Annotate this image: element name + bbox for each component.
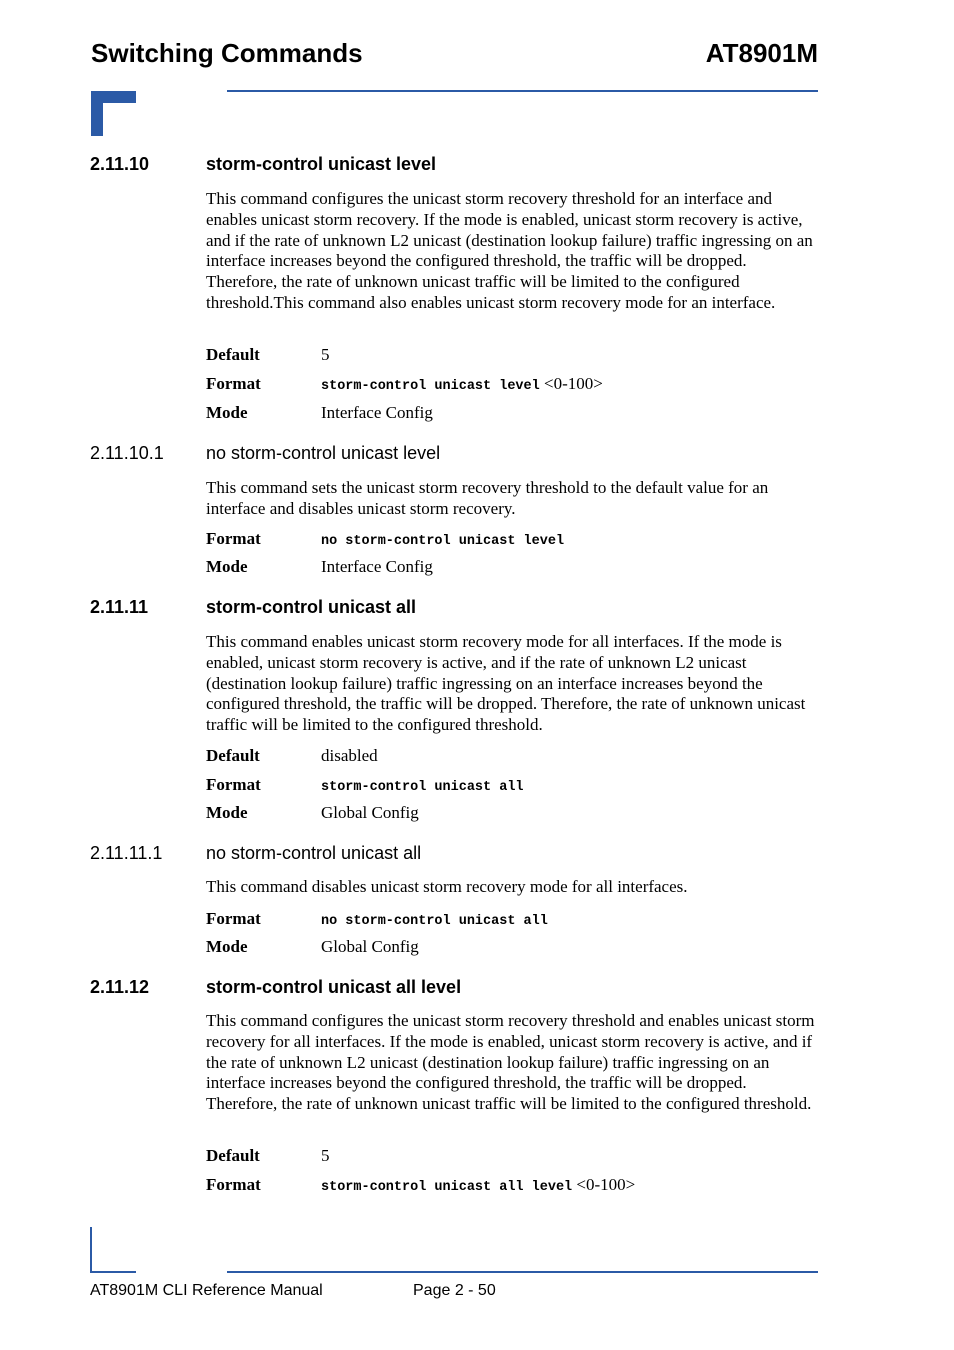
subsection-number: 2.11.10.1 xyxy=(90,443,164,463)
mode-row xyxy=(206,802,818,824)
mode-row xyxy=(206,402,818,424)
mode-label: Mode xyxy=(206,803,248,822)
default-value: 5 xyxy=(321,345,330,364)
format-row xyxy=(206,908,818,933)
format-row xyxy=(206,1174,818,1199)
format-command: storm-control unicast level xyxy=(321,379,540,394)
subsection-number: 2.11.11.1 xyxy=(90,843,163,863)
section-heading xyxy=(90,976,461,998)
format-label: Format xyxy=(206,1175,261,1194)
format-argument: <0-100> xyxy=(576,1175,636,1194)
section-title: storm-control unicast level xyxy=(206,154,437,174)
page-header-title: Switching Commands xyxy=(91,38,363,68)
default-row xyxy=(206,344,818,366)
footer-manual-title: AT8901M CLI Reference Manual xyxy=(90,1282,323,1299)
default-value: disabled xyxy=(321,746,378,765)
mode-value: Global Config xyxy=(321,803,419,822)
format-command: storm-control unicast all level xyxy=(321,1180,573,1195)
format-argument: <0-100> xyxy=(544,374,603,393)
footer-rule xyxy=(227,1271,818,1273)
section-body: This command configures the unicast storm recovery threshold and enables unicast storm recovery for all interfaces. If the mode is enabled, unicast storm recovery is active, and if the rate of unknown L2 unicast (destination lookup failure) traffic ingressing on an interface increases beyond the configured threshold, the traffic will be dropped. Therefore, the rate of unknown unicast traffic will be limited to the configured threshold. xyxy=(206,1011,815,1114)
mode-value: Global Config xyxy=(321,937,419,956)
default-row xyxy=(206,1145,818,1167)
subsection-heading xyxy=(90,442,440,464)
subsection-body: This command sets the unicast storm recovery threshold to the default value for an interface and disables unicast storm recovery. xyxy=(206,478,769,518)
mode-label: Mode xyxy=(206,557,248,576)
default-label: Default xyxy=(206,345,260,364)
subsection-body: This command disables unicast storm recovery mode for all interfaces. xyxy=(206,877,688,896)
mode-row xyxy=(206,936,818,958)
format-label: Format xyxy=(206,775,261,794)
subsection-title: no storm-control unicast all xyxy=(206,843,422,863)
format-row xyxy=(206,774,818,799)
section-body: This command configures the unicast storm recovery threshold for an interface and enables unicast storm recovery. If the mode is enabled, unicast storm recovery is active, and if the rate of unknown L2 unicast (destination lookup failure) traffic ingressing on an interface increases beyond the configured threshold, the traffic will be dropped. Therefore, the rate of unknown unicast traffic will be limited to the configured threshold.This command also enables unicast storm recovery mode for an interface. xyxy=(206,189,813,312)
corner-mark-top-vertical xyxy=(91,91,103,136)
default-label: Default xyxy=(206,1146,260,1165)
page-header-product: AT8901M xyxy=(705,38,818,68)
header-rule xyxy=(227,90,818,92)
mode-value: Interface Config xyxy=(321,557,433,576)
mode-label: Mode xyxy=(206,403,248,422)
format-command: storm-control unicast all xyxy=(321,780,524,795)
section-heading xyxy=(90,596,416,618)
corner-mark-bottom-vertical xyxy=(90,1227,92,1273)
mode-label: Mode xyxy=(206,937,248,956)
default-value: 5 xyxy=(321,1146,330,1165)
default-row xyxy=(206,745,818,767)
subsection-heading xyxy=(90,842,421,864)
format-label: Format xyxy=(206,909,261,928)
default-label: Default xyxy=(206,746,260,765)
section-title: storm-control unicast all level xyxy=(206,977,462,997)
section-number: 2.11.10 xyxy=(90,154,150,174)
format-label: Format xyxy=(206,529,261,548)
format-label: Format xyxy=(206,374,261,393)
format-command: no storm-control unicast all xyxy=(321,914,548,929)
footer-page-number: Page 2 - 50 xyxy=(413,1282,496,1299)
section-title: storm-control unicast all xyxy=(206,597,417,617)
section-number: 2.11.12 xyxy=(90,977,150,997)
subsection-title: no storm-control unicast level xyxy=(206,443,441,463)
mode-row xyxy=(206,556,818,578)
format-row xyxy=(206,528,818,553)
section-heading xyxy=(90,153,436,175)
format-command: no storm-control unicast level xyxy=(321,534,565,549)
format-row xyxy=(206,373,818,398)
mode-value: Interface Config xyxy=(321,403,433,422)
corner-mark-bottom-horizontal xyxy=(90,1271,136,1273)
section-number: 2.11.11 xyxy=(90,597,149,617)
section-body: This command enables unicast storm recovery mode for all interfaces. If the mode is enabled, unicast storm recovery is active, and if the rate of unknown L2 unicast (destination lookup failure) traffic ingressing on an interface increases beyond the configured threshold, the traffic will be dropped. Therefore, the rate of unknown unicast traffic will be limited to the configured threshold. xyxy=(206,632,806,735)
